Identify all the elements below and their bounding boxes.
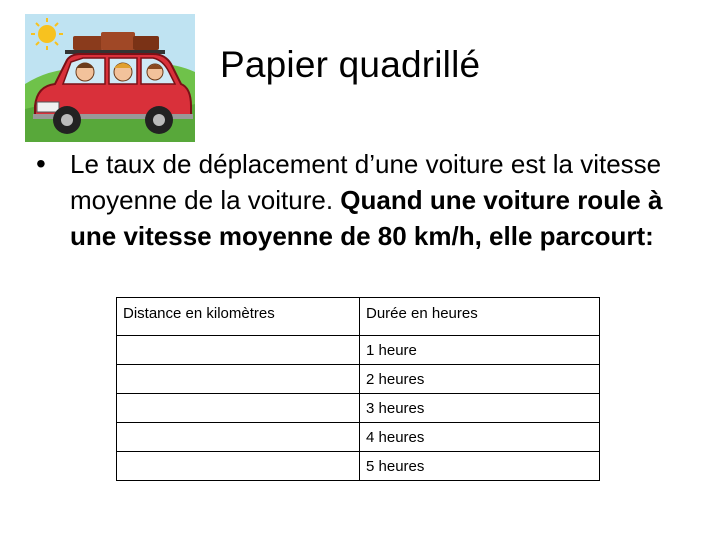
distance-duration-table [116,297,600,481]
header-duration: Durée en heures [360,298,600,336]
distance-cell [117,365,360,394]
distance-cell [117,336,360,365]
bullet-icon: • [36,148,46,179]
bullet-text-regular: Le taux de déplacement d’une voiture est la vitesse moyenne de la voiture. [70,149,662,215]
table-row [117,394,600,423]
family-car-trip-icon [25,14,195,142]
distance-cell [117,394,360,423]
slide-title: Papier quadrillé [220,44,481,85]
table-row [117,336,600,365]
bullet-text [70,146,682,254]
distance-cell [117,452,360,481]
duration-cell: 5 heures [360,452,600,481]
duration-cell: 1 heure [360,336,600,365]
duration-cell: 4 heures [360,423,600,452]
bullet-text-bold: Quand une voiture roule à une vitesse moyenne de 80 km/h, elle parcourt: [70,185,663,251]
table-header-row [117,298,600,336]
table-row [117,365,600,394]
duration-cell: 3 heures [360,394,600,423]
distance-cell [117,423,360,452]
table-row [117,423,600,452]
table-row [117,452,600,481]
header-distance: Distance en kilomètres [117,298,360,336]
duration-cell: 2 heures [360,365,600,394]
